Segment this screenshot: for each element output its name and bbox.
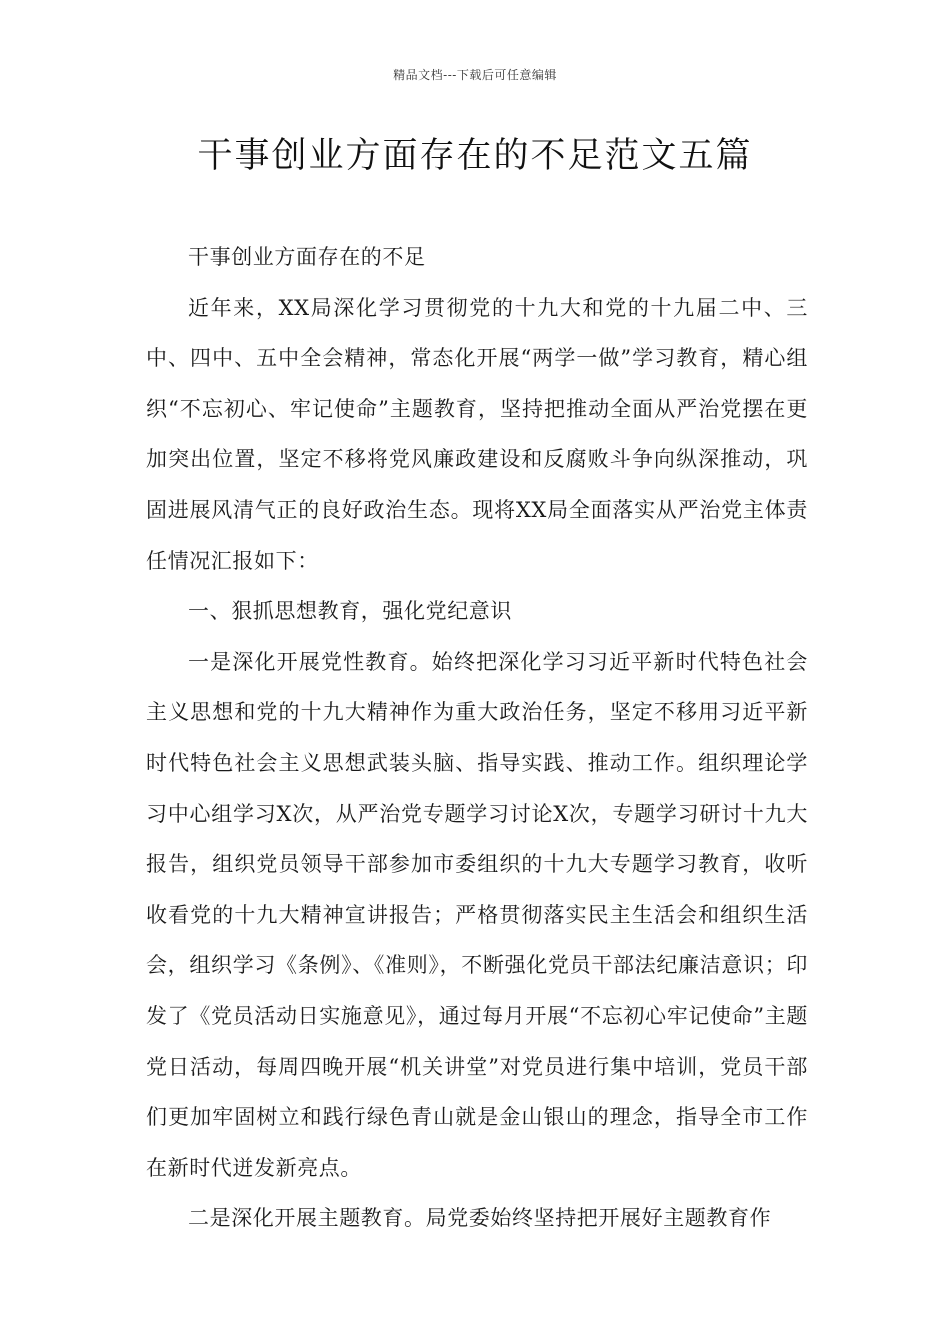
document-title: 干事创业方面存在的不足范文五篇 (197, 136, 753, 176)
body-paragraph: 近年来，XX局深化学习贯彻党的十九大和党的十九届二中、三中、四中、五中全会精神，常态化开展“两学一做”学习教育，精心组织“不忘初心、牢记使命”主题教育，坚持把推动全面从严治党摆在更加突出位置，坚定不移将党风廉政建设和反腐败斗争向纵深推动，巩固进展风清气正的良好政治生态。现将XX局全面落实从严治党主体责任情况汇报如下： (146, 295, 808, 573)
body-paragraph: 二是深化开展主题教育。局党委始终坚持把开展好主题教育作 (188, 1206, 772, 1231)
document-body (146, 232, 808, 1244)
section-heading: 干事创业方面存在的不足 (188, 245, 426, 269)
header-note: 精品文档---下载后可任意编辑 (393, 68, 557, 82)
section-heading: 一、狠抓思想教育，强化党纪意识 (188, 599, 512, 624)
body-paragraph: 一是深化开展党性教育。始终把深化学习习近平新时代特色社会主义思想和党的十九大精神作为重大政治任务，坚定不移用习近平新时代特色社会主义思想武装头脑、指导实践、推动工作。组织理论学习中心组学习X次，从严治党专题学习讨论X次，专题学习研讨十九大报告，组织党员领导干部参加市委组织的十九大专题学习教育，收听收看党的十九大精神宣讲报告；严格贯彻落实民主生活会和组织生活会，组织学习《条例》、《准则》，不断强化党员干部法纪廉洁意识；印发了《党员活动日实施意见》，通过每月开展“不忘初心牢记使命”主题党日活动，每周四晚开展“机关讲堂”对党员进行集中培训，党员干部们更加牢固树立和践行绿色青山就是金山银山的理念，指导全市工作在新时代迸发新亮点。 (146, 649, 808, 1180)
